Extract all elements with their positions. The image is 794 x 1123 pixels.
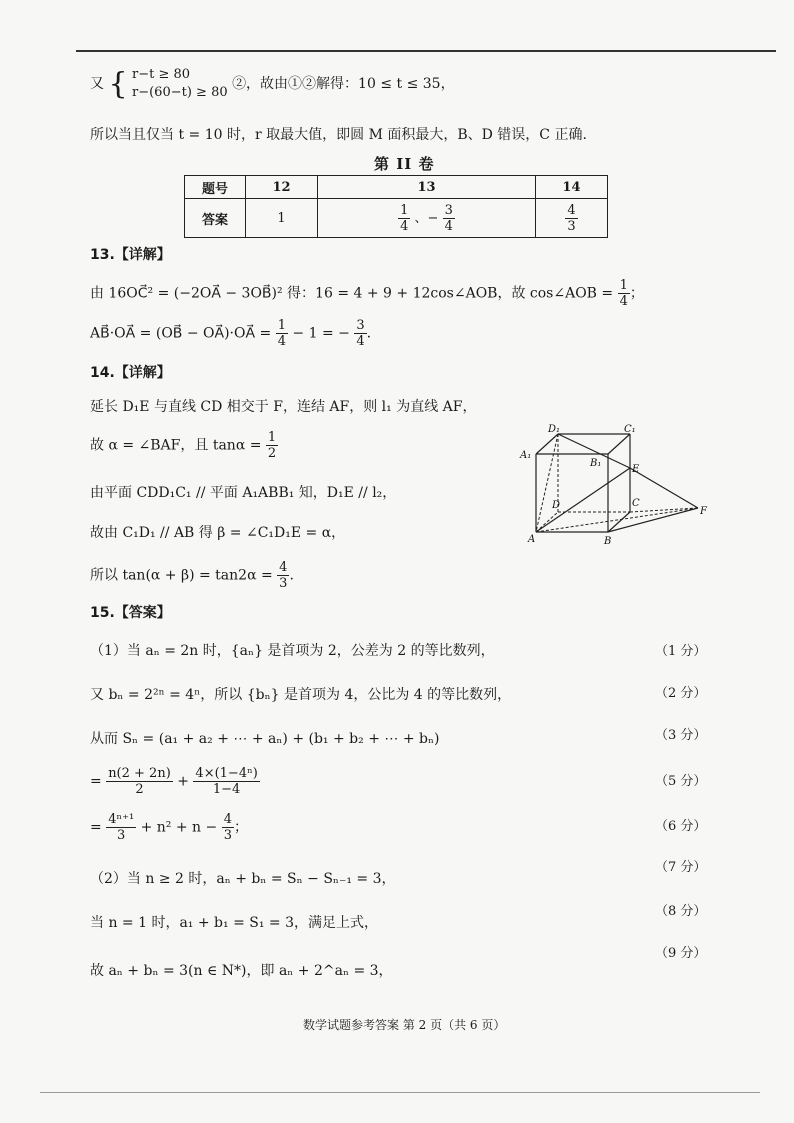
brace-symbol: { [108,66,128,102]
q13-line1-text: 由 16OC⃗² = (−2OA⃗ − 3OB⃗)² 得：16 = 4 + 9 + 12cos∠AOB，故 cos∠AOB = [90,285,614,302]
q13-l2-f2-den: 4 [356,334,365,349]
label-f: F [700,506,707,517]
q14-l2-num: 1 [267,430,277,445]
q13-line2-frac1 [276,318,288,349]
bottom-rule [40,1092,760,1093]
q15-l4-plus: + [177,773,189,790]
q13-line-1 [90,278,644,309]
ans14-num: 4 [567,202,576,218]
q15-l4-f2-num: 4×(1−4ⁿ) [195,766,258,781]
prefix-text: 又 [90,76,104,92]
q13-line2-frac2 [354,318,366,349]
answer-14 [535,199,607,238]
q14-line-5 [90,560,294,591]
inequality-system-line [90,66,455,102]
q14-line5-text: 所以 tan(α + β) = tan2α = [90,567,273,584]
system-row-1: r−t ≥ 80 [132,67,191,82]
q15-line-8: 故 aₙ + bₙ = 3(n ∈ N*)，即 aₙ + 2^aₙ = 3， [90,963,393,979]
q15-l5-frac1 [106,812,136,843]
q13-line1-frac [618,278,630,309]
q14-line5-frac [277,560,289,591]
answer-12: 1 [246,199,318,238]
q15-l5-eq: = [90,819,102,836]
score-8: （8 分） [655,904,707,919]
q14-line-3: 由平面 CDD₁C₁ // 平面 A₁ABB₁ 知，D₁E // l₂， [90,485,397,501]
label-c1: C₁ [624,424,636,435]
q15-l4-f2-den: 1−4 [212,782,241,797]
col-13-header: 13 [318,176,536,199]
system-row-2: r−(60−t) ≥ 80 [132,85,228,100]
answer-table [184,175,608,238]
conclusion-line: 所以当且仅当 t = 10 时，r 取最大值，即圆 M 面积最大，B、D 错误，C 正确. [90,127,587,143]
system-suffix: ②，故由①②解得：10 ≤ t ≤ 35， [232,76,455,92]
q15-l5-mid: + n² + n − [140,819,218,836]
answer-table-header-row [185,176,608,199]
page-footer: 数学试题参考答案 第 2 页（共 6 页） [303,1018,506,1032]
q15-line-5 [90,812,248,843]
ans13-b-num: 3 [444,202,453,218]
cube-diagram [512,422,712,547]
q15-l4-eq: = [90,773,102,790]
hidden-edge-c-f [630,508,698,512]
score-5: （5 分） [655,774,707,789]
label-d1: D₁ [548,424,561,435]
label-b: B [604,536,612,547]
answer-13 [318,199,536,238]
q14-heading: 14.【详解】 [90,365,171,381]
q15-l4-f1-den: 2 [135,782,144,797]
label-a: A [528,534,536,545]
ans14-den: 3 [567,218,576,234]
q15-l5-end: ； [233,819,248,836]
ans13-frac-b [443,203,455,234]
col-14-header: 14 [535,176,607,199]
top-rule [76,50,776,52]
hidden-edge-a-d [536,512,558,532]
q13-line1-end: ； [629,285,644,302]
ans14-frac [565,203,577,234]
q15-l5-frac2 [222,812,234,843]
q14-line2-frac [266,430,278,461]
q13-l2-f1-num: 1 [277,318,286,333]
q14-line5-end: . [289,567,294,584]
score-2: （2 分） [655,686,707,701]
ans13-frac-a [398,203,410,234]
ans13-b-den: 4 [444,218,453,234]
hidden-edge-d1-a [536,434,561,532]
q15-line-6: （2）当 n ≥ 2 时，aₙ + bₙ = Sₙ − Sₙ₋₁ = 3， [90,871,396,887]
q13-line2-end: . [366,325,372,342]
ans13-a-num: 1 [400,202,409,218]
q15-l5-f2-num: 4 [223,812,232,827]
label-a1: A₁ [520,450,532,461]
score-3: （3 分） [655,728,707,743]
q15-l5-f1-den: 3 [117,828,126,843]
q15-line-3: 从而 Sₙ = (a₁ + a₂ + ⋯ + aₙ) + (b₁ + b₂ + ⋯ + bₙ) [90,731,440,747]
q15-l4-frac2 [193,766,259,797]
label-b1: B₁ [590,458,602,469]
edge-e-f [630,468,698,508]
row-label-cell: 答案 [185,199,246,238]
q13-line-2 [90,318,371,349]
score-1: （1 分） [655,644,707,659]
q15-line-4 [90,766,260,797]
q13-l1-den: 4 [619,294,628,309]
edge-a-e [536,468,630,532]
q15-l5-f1-num: 4ⁿ⁺¹ [108,812,135,827]
score-9: （9 分） [655,946,707,961]
q15-l4-frac1 [106,766,173,797]
edge-a1-d1 [536,434,558,454]
q13-line2-text: AB⃗·OA⃗ = (OB⃗ − OA⃗)·OA⃗ = [90,325,272,342]
header-label-cell: 题号 [185,176,246,199]
q14-l5-den: 3 [279,576,288,591]
q13-l1-num: 1 [619,278,628,293]
q13-l2-f2-num: 3 [356,318,365,333]
q14-line-1: 延长 D₁E 与直线 CD 相交于 F，连结 AF，则 l₁ 为直线 AF， [90,399,477,415]
q13-l2-f1-den: 4 [277,334,286,349]
label-c: C [632,498,640,509]
q15-l5-f2-den: 3 [223,828,232,843]
q15-heading: 15.【答案】 [90,605,171,621]
section-title: 第 II 卷 [374,155,435,173]
q14-l2-den: 2 [267,446,277,461]
score-7: （7 分） [655,860,707,875]
q15-line-2: 又 bₙ = 2²ⁿ = 4ⁿ，所以 {bₙ} 是首项为 4，公比为 4 的等比数列， [90,687,512,703]
system-rows [132,66,228,102]
ans13-a-den: 4 [400,218,409,234]
label-e: E [632,464,640,475]
q13-line2-mid: − 1 = − [292,325,350,342]
q15-l4-f1-num: n(2 + 2n) [108,766,171,781]
q15-line-7: 当 n = 1 时，a₁ + b₁ = S₁ = 3，满足上式， [90,915,378,931]
ans13-sep: 、− [414,210,439,226]
label-d: D [552,500,561,511]
q14-line-2 [90,430,278,461]
score-6: （6 分） [655,819,707,834]
answer-table-row [185,199,608,238]
q13-heading: 13.【详解】 [90,247,171,263]
edge-b1-c1 [608,434,630,454]
q14-l5-num: 4 [279,560,288,575]
q15-line-1: （1）当 aₙ = 2n 时，{aₙ} 是首项为 2，公差为 2 的等比数列， [90,643,495,659]
q14-line-4: 故由 C₁D₁ // AB 得 β = ∠C₁D₁E = α， [90,525,346,541]
col-12-header: 12 [246,176,318,199]
q14-line2-text: 故 α = ∠BAF，且 tanα = [90,437,262,454]
